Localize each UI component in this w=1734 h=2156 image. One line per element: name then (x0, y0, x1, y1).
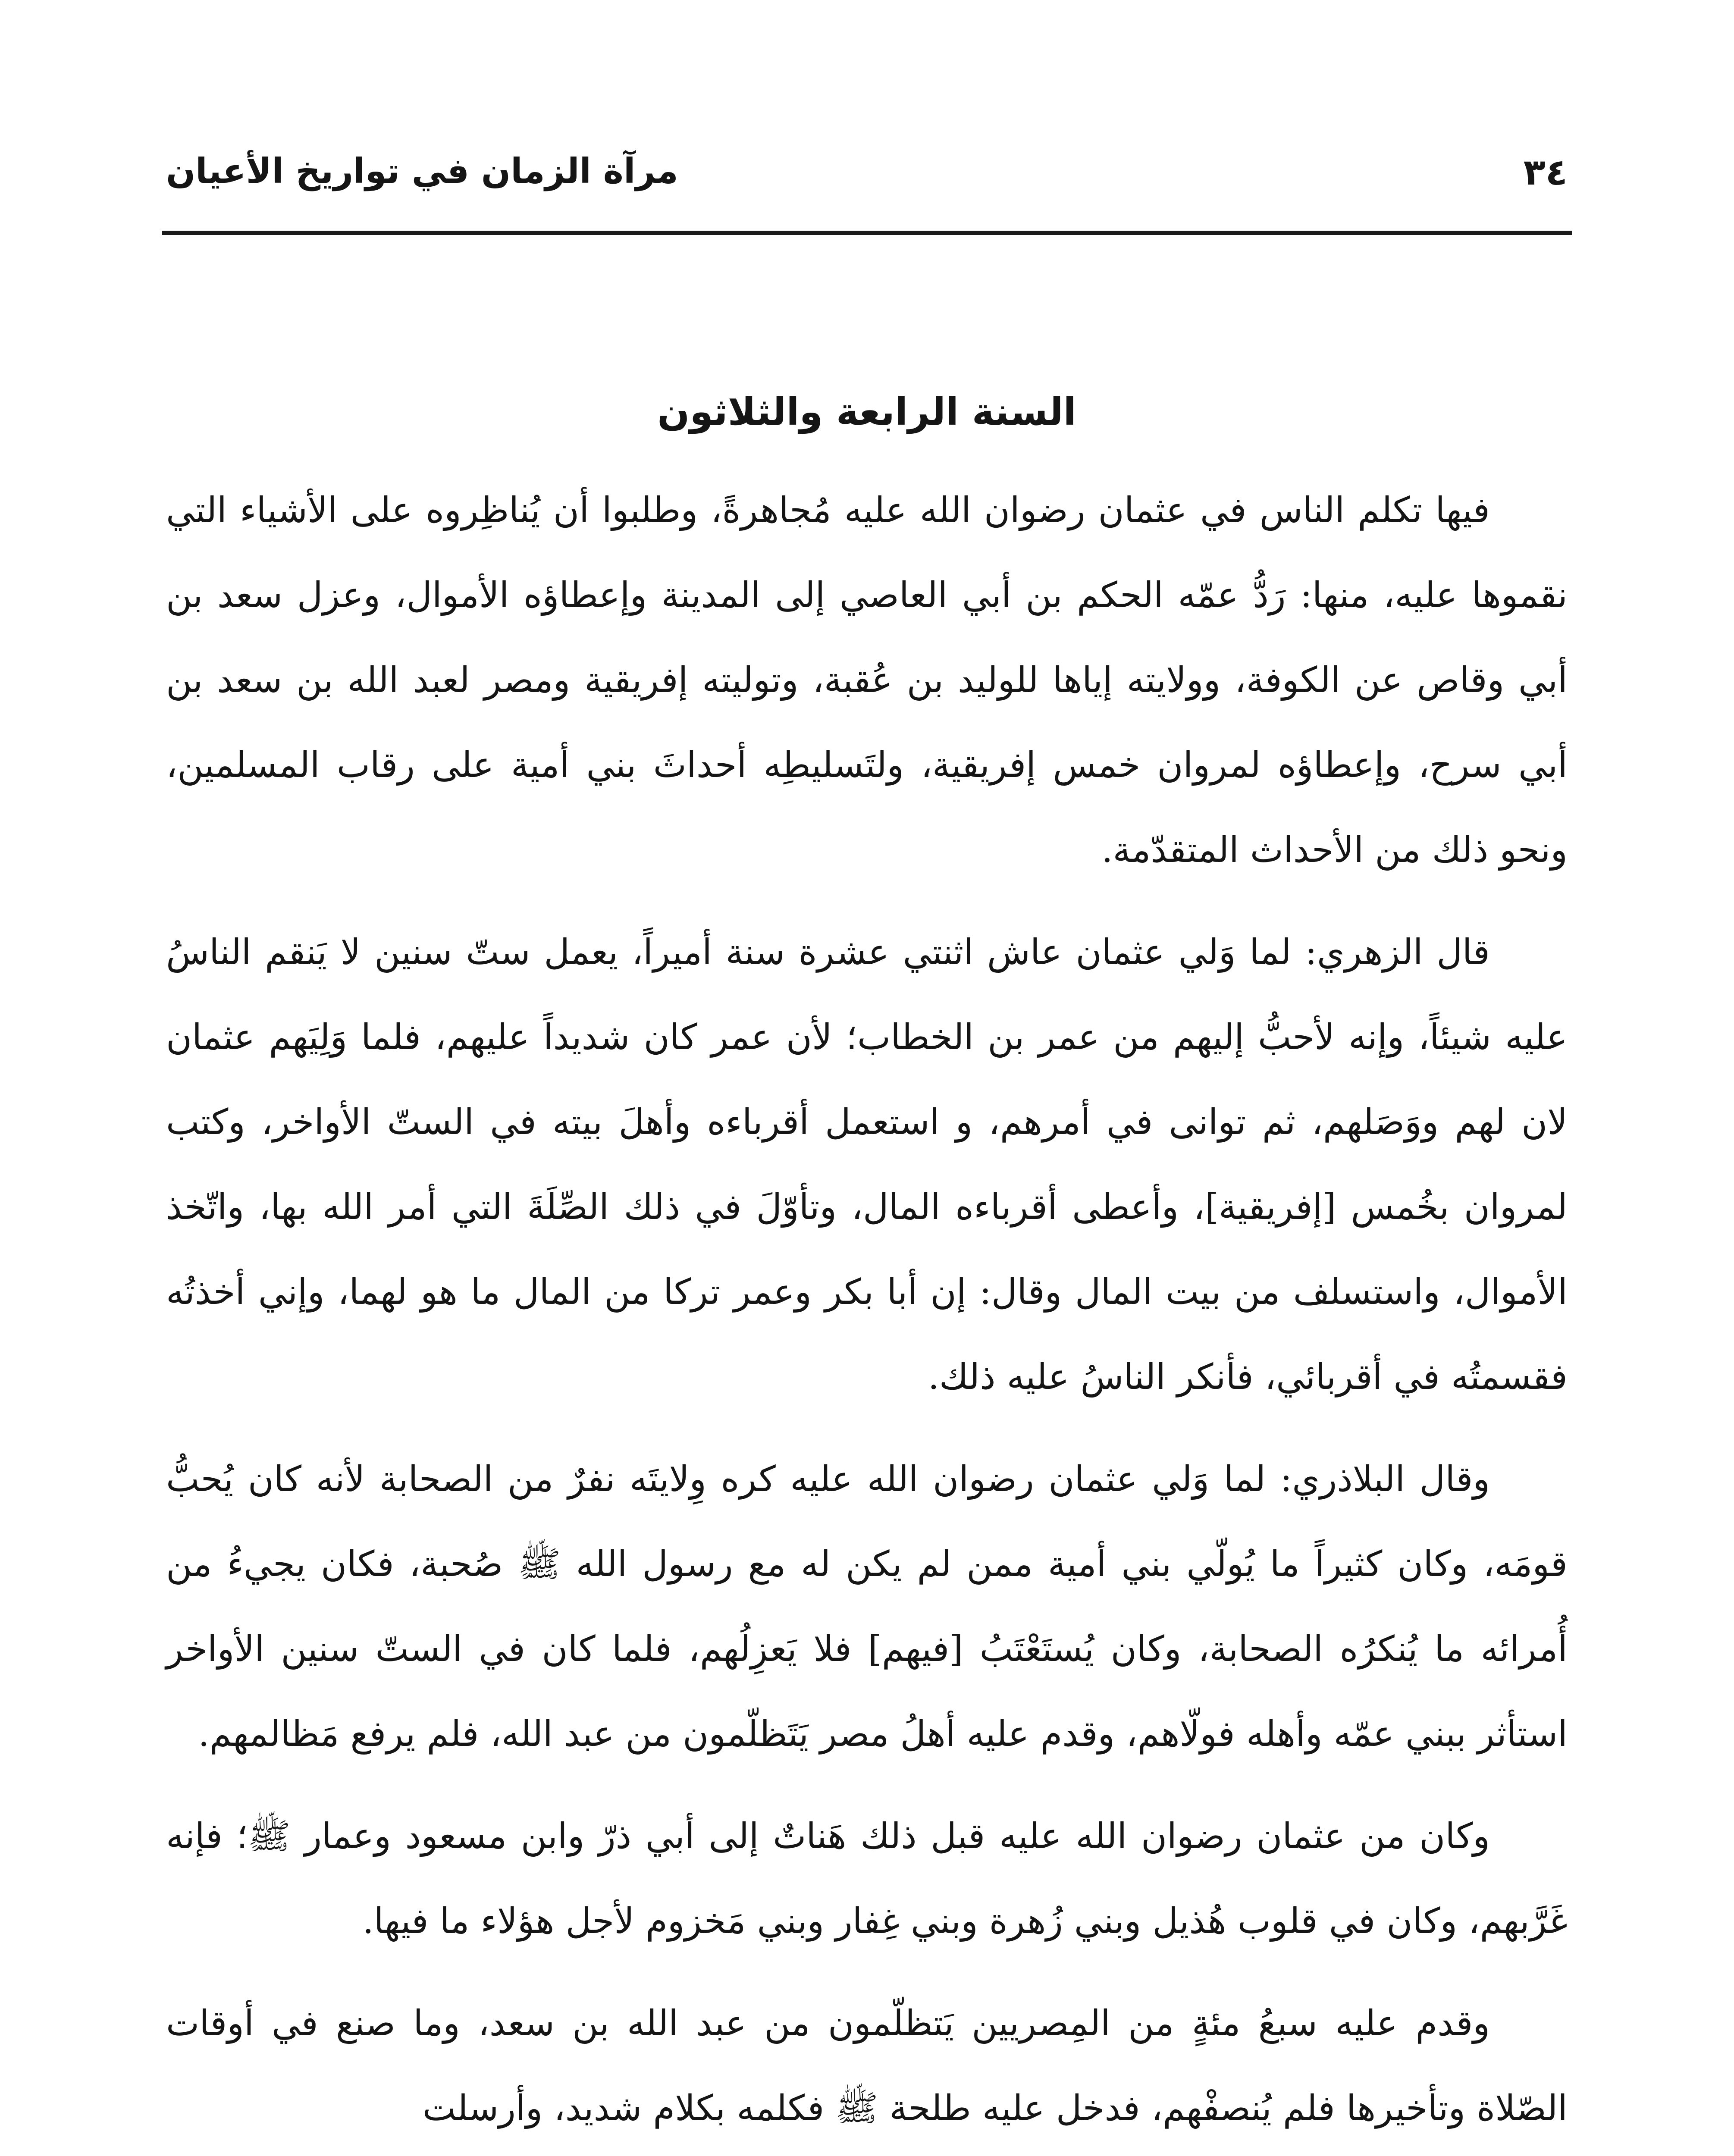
section-title: السنة الرابعة والثلاثون (657, 389, 1076, 434)
paragraph-2: قال الزهري: لما وَلي عثمان عاش اثنتي عشرة سنة أميراً، يعمل ستّ سنين لا يَنقم الناسُ عليه شيئاً، وإنه لأحبُّ إليهم من عمر بن الخطاب؛ لأن عمر كان شديداً عليهم، فلما وَلِيَهم عثمان لان لهم ووَصَلهم، ثم توانى في أمرهم، و استعمل أقرباءه وأهلَ بيته في الستّ الأواخر، وكتب لمروان بخُمس [إفريقية]، وأعطى أقرباءه المال، وتأوّلَ في ذلك الصِّلَةَ التي أمر الله بها، واتّخذ الأموال، واستسلف من بيت المال وقال: إن أبا بكر وعمر تركا من المال ما هو لهما، وإني أخذتُه فقسمتُه في أقربائي، فأنكر الناسُ عليه ذلك. (166, 932, 1568, 1398)
page-header (166, 142, 1568, 211)
paragraph-1: فيها تكلم الناس في عثمان رضوان الله عليه مُجاهرةً، وطلبوا أن يُناظِروه على الأشياء التي نقموها عليه، منها: رَدُّ عمّه الحكم بن أبي العاصي إلى المدينة وإعطاؤه الأموال، وعزل سعد بن أبي وقاص عن الكوفة، وولايته إياها للوليد بن عُقبة، وتوليته إفريقية ومصر لعبد الله بن سعد بن أبي سرح، وإعطاؤه لمروان خمس إفريقية، ولتَسليطِه أحداثَ بني أمية على رقاب المسلمين، ونحو ذلك من الأحداث المتقدّمة. (166, 490, 1568, 871)
page-body (166, 379, 1568, 2156)
running-title: مرآة الزمان في تواريخ الأعيان (166, 151, 678, 191)
paragraph-3: وقال البلاذري: لما وَلي عثمان رضوان الله عليه كره وِلايتَه نفرٌ من الصحابة لأنه كان يُحبُّ قومَه، وكان كثيراً ما يُولّي بني أمية ممن لم يكن له مع رسول الله ﷺ صُحبة، فكان يجيءُ من أُمرائه ما يُنكرُه الصحابة، وكان يُستَعْتَبُ [فيهم] فلا يَعزِلُهم، فلما كان في الستّ سنين الأواخر استأثر ببني عمّه وأهله فولّاهم، وقدم عليه أهلُ مصر يَتَظلّمون من عبد الله، فلم يرفع مَظالمهم. (166, 1459, 1568, 1755)
page-number: ٣٤ (1523, 151, 1568, 193)
paragraph-5: وقدم عليه سبعُ مئةٍ من المِصريين يَتظلّمون من عبد الله بن سعد، وما صنع في أوقات الصّلاة وتأخيرها فلم يُنصفْهم، فدخل عليه طلحة ﷺ فكلمه بكلام شديد، وأرسلت (166, 2003, 1568, 2129)
header-divider (162, 231, 1572, 235)
paragraph-4: وكان من عثمان رضوان الله عليه قبل ذلك هَناتٌ إلى أبي ذرّ وابن مسعود وعمار ﷺ؛ فإنه غَرَّبهم، وكان في قلوب هُذيل وبني زُهرة وبني غِفار وبني مَخزوم لأجل هؤلاء ما فيها. (166, 1816, 1568, 1942)
